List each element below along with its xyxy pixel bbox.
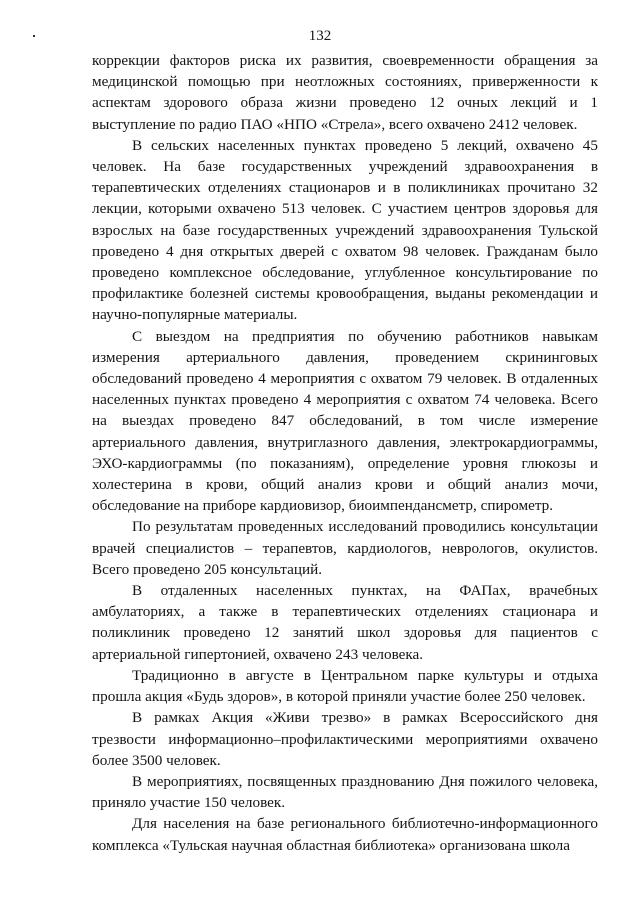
paragraph-5: В отдаленных населенных пунктах, на ФАПах, врачебных амбулаториях, а также в терапевтических отделениях стационара и поликлиник проведено 12 занятий школ здоровья для пациентов с артериальной гипертонией, охвачено 243 человека. xyxy=(92,582,598,663)
paragraph-8: В мероприятиях, посвященных празднованию Дня пожилого человека, приняло участие 150 человек. xyxy=(92,772,598,812)
paragraph-3: С выездом на предприятия по обучению работников навыкам измерения артериального давления, проведением скрининговых обследований проведено 4 мероприятия с охватом 79 человек. В отдаленных населенных пунктах проведено 4 мероприятия с охватом 74 человека. Всего на выездах проведено 847 обследований, в том числе измерение артериального давления, внутриглазного давления, электрокардиограммы, ЭХО-кардиограммы (по показаниям), определение уровня глюкозы и холестерина в крови, общий анализ крови и общий анализ мочи, обследование на приборе кардиовизор, биоимпендансметр, спирометр. xyxy=(92,327,598,515)
paragraph-9: Для населения на базе регионального библиотечно-информационного комплекса «Тульская научная областная библиотека» организована школа xyxy=(92,815,598,854)
paragraph-4: По результатам проведенных исследований проводились консультации врачей специалистов – терапевтов, кардиологов, неврологов, окулистов. Всего проведено 205 консультаций. xyxy=(92,518,598,578)
paragraph-7: В рамках Акция «Живи трезво» в рамках Всероссийского дня трезвости информационно–профилактическими мероприятиями охвачено более 3500 человек. xyxy=(92,709,598,769)
body-text xyxy=(92,50,598,856)
paragraph-1: коррекции факторов риска их развития, своевременности обращения за медицинской помощью при неотложных состояниях, приверженности к аспектам здорового образа жизни проведено 12 очных лекций и 1 выступление по радио ПАО «НПО «Стрела», всего охвачено 2412 человек. xyxy=(92,52,598,133)
paragraph-2: В сельских населенных пунктах проведено 5 лекций, охвачено 45 человек. На базе государственных учреждений здравоохранения в терапевтических отделениях стационаров и в поликлиниках прочитано 32 лекции, которыми охвачено 513 человек. С участием центров здоровья для взрослых на базе государственных учреждений здравоохранения Тульской проведено 4 дня открытых дверей с охватом 98 человек. Гражданам было проведено комплексное обследование, углубленное консультирование по профилактике болезней системы кровообращения, выданы рекомендации и научно-популярные материалы. xyxy=(92,136,598,324)
paragraph-6: Традиционно в августе в Центральном парке культуры и отдыха прошла акция «Будь здоров», в которой приняли участие более 250 человек. xyxy=(92,666,598,706)
page-number: 132 xyxy=(308,28,332,44)
